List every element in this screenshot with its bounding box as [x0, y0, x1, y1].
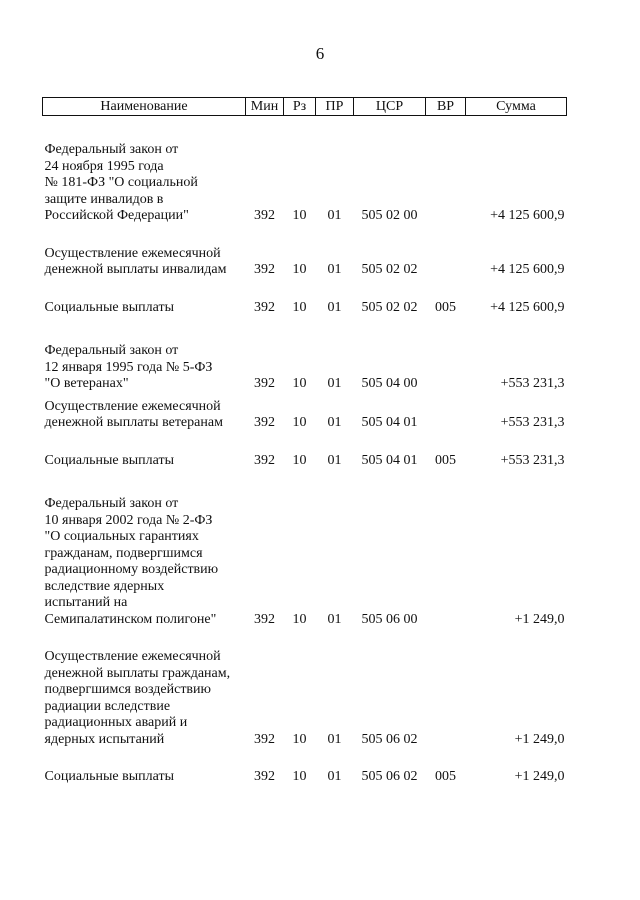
table-row: [43, 496, 567, 628]
row-name-line: Социальные выплаты: [44, 299, 175, 315]
cell-min: 392: [254, 299, 275, 315]
row-name-line: денежной выплаты гражданам,: [44, 665, 231, 681]
cell-sum: +1 249,0: [514, 731, 565, 747]
table-body: [43, 116, 567, 786]
cell-rz: 10: [292, 208, 307, 223]
table-row: [43, 453, 567, 470]
cell-min: 392: [254, 262, 275, 277]
row-name: [43, 769, 246, 786]
cell-pr: 01: [327, 376, 342, 391]
row-name-line: Социальные выплаты: [44, 452, 175, 468]
row-name-line: радиационному воздействию: [44, 562, 219, 577]
cell-sum: +4 125 600,9: [490, 262, 565, 277]
cell-csr: 505 06 02: [361, 769, 418, 784]
row-name-line: 10 января 2002 года № 2-ФЗ: [44, 512, 213, 528]
row-name-line: 12 января 1995 года № 5-ФЗ: [44, 359, 213, 375]
cell-min: 392: [254, 208, 275, 223]
row-name-line: Федеральный закон от: [44, 496, 179, 511]
cell-sum: +1 249,0: [514, 769, 565, 784]
cell-min: 392: [254, 376, 275, 391]
cell-vr: [426, 343, 466, 393]
row-name-line: 24 ноября 1995 года: [44, 158, 164, 174]
cell-sum: +553 231,3: [500, 415, 565, 430]
cell-sum: +4 125 600,9: [490, 299, 565, 315]
cell-vr: [426, 142, 466, 225]
cell-sum: +1 249,0: [514, 611, 565, 627]
row-name: [43, 142, 246, 225]
cell-csr: 505 06 00: [361, 611, 418, 627]
cell-csr: 505 04 01: [361, 415, 418, 430]
row-name: [43, 343, 246, 393]
cell-vr: 005: [435, 769, 456, 784]
cell-pr: 01: [327, 452, 342, 468]
cell-sum: +553 231,3: [500, 452, 565, 468]
header-min: Мин: [246, 98, 284, 116]
cell-vr: [426, 399, 466, 432]
header-pr: ПР: [316, 98, 354, 116]
cell-csr: 505 06 02: [361, 731, 418, 747]
cell-csr: 505 02 02: [361, 299, 418, 315]
row-name-line: защите инвалидов в: [44, 191, 164, 207]
table-row: [43, 343, 567, 393]
header-vr: ВР: [426, 98, 466, 116]
row-name: [43, 399, 246, 432]
row-name-line: Социальные выплаты: [44, 769, 175, 784]
cell-csr: 505 04 00: [361, 376, 418, 391]
row-name: [43, 649, 246, 748]
cell-pr: 01: [327, 415, 342, 430]
page-number: 6: [315, 44, 325, 63]
row-name-line: "О ветеранах": [44, 376, 129, 391]
cell-rz: 10: [292, 769, 307, 784]
header-csr: ЦСР: [354, 98, 426, 116]
row-name-line: Осуществление ежемесячной: [44, 398, 221, 414]
cell-csr: 505 02 02: [361, 262, 418, 277]
row-name-line: Осуществление ежемесячной: [44, 649, 221, 664]
cell-vr: [426, 649, 466, 748]
cell-min: 392: [254, 731, 275, 747]
cell-min: 392: [254, 415, 275, 430]
cell-vr: [426, 246, 466, 279]
row-name-line: Федеральный закон от: [44, 343, 179, 358]
cell-vr: 005: [435, 452, 456, 468]
row-name-line: денежной выплаты ветеранам: [44, 415, 223, 430]
table-row: [43, 142, 567, 225]
table-row: [43, 769, 567, 786]
cell-min: 392: [254, 611, 275, 627]
cell-csr: 505 02 00: [361, 208, 418, 223]
cell-rz: 10: [292, 611, 307, 627]
cell-csr: 505 04 01: [361, 452, 418, 468]
row-name-line: подвергшимся воздействию: [44, 682, 211, 697]
cell-pr: 01: [327, 208, 342, 223]
cell-vr: 005: [435, 299, 456, 315]
row-name-line: № 181-ФЗ "О социальной: [44, 175, 198, 190]
row-name: [43, 246, 246, 279]
row-name: [43, 453, 246, 470]
header-rz: Рз: [284, 98, 316, 116]
row-name-line: вследствие ядерных: [44, 578, 165, 594]
header-name: Наименование: [43, 98, 246, 116]
cell-pr: 01: [327, 299, 342, 315]
cell-rz: 10: [292, 452, 307, 468]
cell-pr: 01: [327, 731, 342, 747]
cell-min: 392: [254, 769, 275, 784]
cell-rz: 10: [292, 299, 307, 315]
row-name: [43, 300, 246, 317]
cell-rz: 10: [292, 731, 307, 747]
row-name-line: радиации вследствие: [44, 698, 171, 714]
row-name-line: Осуществление ежемесячной: [44, 245, 221, 261]
cell-pr: 01: [327, 262, 342, 277]
cell-pr: 01: [327, 611, 342, 627]
cell-rz: 10: [292, 415, 307, 430]
cell-sum: +4 125 600,9: [490, 208, 565, 223]
row-name-line: ядерных испытаний: [44, 731, 165, 747]
table-row: [43, 399, 567, 432]
row-name-line: "О социальных гарантиях: [44, 529, 199, 544]
row-name-line: денежной выплаты инвалидам: [44, 262, 227, 277]
table-row: [43, 649, 567, 748]
cell-vr: [426, 496, 466, 628]
table-row: [43, 246, 567, 279]
cell-sum: +553 231,3: [500, 376, 565, 391]
table-row: [43, 300, 567, 317]
table-header-row: [43, 98, 567, 116]
row-name-line: гражданам, подвергшимся: [44, 545, 203, 561]
cell-min: 392: [254, 452, 275, 468]
cell-rz: 10: [292, 376, 307, 391]
row-name-line: Семипалатинском полигоне": [44, 611, 217, 627]
row-name-line: радиационных аварий и: [44, 715, 188, 730]
row-name-line: Российской Федерации": [44, 208, 189, 223]
header-sum: Сумма: [466, 98, 567, 116]
row-name-line: Федеральный закон от: [44, 142, 179, 157]
row-name-line: испытаний на: [44, 595, 128, 610]
cell-rz: 10: [292, 262, 307, 277]
row-name: [43, 496, 246, 628]
cell-pr: 01: [327, 769, 342, 784]
budget-table: [42, 97, 567, 786]
